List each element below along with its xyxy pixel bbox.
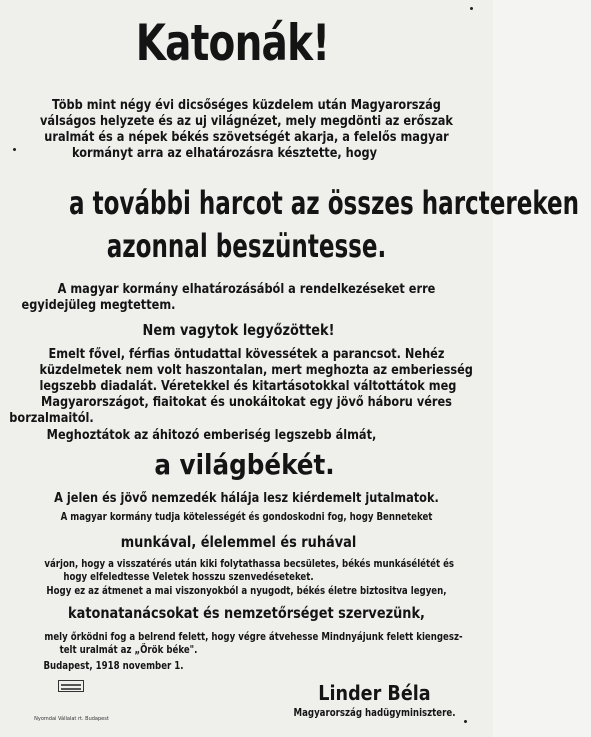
intro-line: kormányt arra az elhatározásra késztette, hogy	[71, 145, 378, 161]
paragraph-line: Emelt fővel, férfias öntudattal kövessétek a parancsot. Nehéz	[48, 346, 445, 362]
paragraph-line: legszebb diadalát. Véretekkel és kitartásotokkal váltottátok meg	[39, 378, 457, 394]
paragraph-line: Hogy ez az átmenet a mai viszonyokból a nyugodt, békés életre biztositva legyen,	[46, 585, 447, 597]
paragraph-line: hogy elfeledtesse Veletek hosszu szenvedéseteket.	[63, 571, 314, 583]
councils-heading: katonatanácsokat és nemzetőrséget szervezünk,	[68, 604, 425, 622]
gratitude-line: A jelen és jövő nemzedék hálája lesz kiérdemelt jutalmatok.	[54, 490, 439, 506]
paragraph-line: küzdelmetek nem volt haszontalan, mert meghozta az emberiesség	[39, 362, 473, 378]
paragraph-line: A magyar kormány elhatározásából a rendelkezéseket erre	[57, 281, 436, 297]
intro-line: uralmát és a népek békés szövetségét akarja, a felelős magyar	[44, 129, 449, 145]
intro-line: Több mint négy évi dicsőséges küzdelem után Magyarország	[52, 97, 441, 113]
date-line: Budapest, 1918 november 1.	[43, 660, 184, 672]
signature-title: Magyarország hadügyminisztere.	[293, 707, 456, 719]
paragraph-line: Meghoztátok az áhitozó emberiség legszebb álmát,	[46, 427, 377, 443]
headline-line: azonnal beszüntesse.	[106, 227, 387, 265]
paragraph-line: borzalmaitól.	[9, 410, 94, 426]
paragraph-line: Magyarországot, fiaitokat és unokáitokat egy jövő háboru véres	[41, 394, 452, 410]
paragraph-line: mely őrködni fog a belrend felett, hogy végre átvehesse Mindnyájunk felett kiengesz-	[44, 631, 463, 643]
print-speck	[13, 148, 16, 151]
poster-title: Katonák!	[135, 14, 330, 72]
printer-line: Nyomdai Vállalat rt. Budapest	[34, 716, 109, 722]
government-duty-line: A magyar kormány tudja kötelességét és gondoskodni fog, hogy Benneteket	[60, 511, 433, 523]
headline-line: a további harcot az összes harctereken	[69, 184, 580, 222]
paragraph-line: várjon, hogy a visszatérés után kiki folytathassa becsületes, békés munkásélétét és	[44, 558, 455, 570]
signature: Linder Béla	[318, 681, 431, 705]
work-food-heading: munkával, élelemmel és ruhával	[120, 533, 357, 551]
print-speck	[464, 720, 467, 723]
intro-line: válságos helyzete és az uj világnézet, mely megdönti az erőszak	[40, 113, 453, 129]
paragraph-line: telt uralmát az „Örök béke".	[59, 644, 198, 656]
world-peace-heading: a világbékét.	[154, 448, 335, 481]
print-speck	[470, 7, 473, 10]
printer-stamp	[58, 680, 84, 692]
not-defeated-heading: Nem vagytok legyőzöttek!	[142, 321, 335, 339]
paragraph-line: egyidejüleg megtettem.	[21, 297, 176, 313]
